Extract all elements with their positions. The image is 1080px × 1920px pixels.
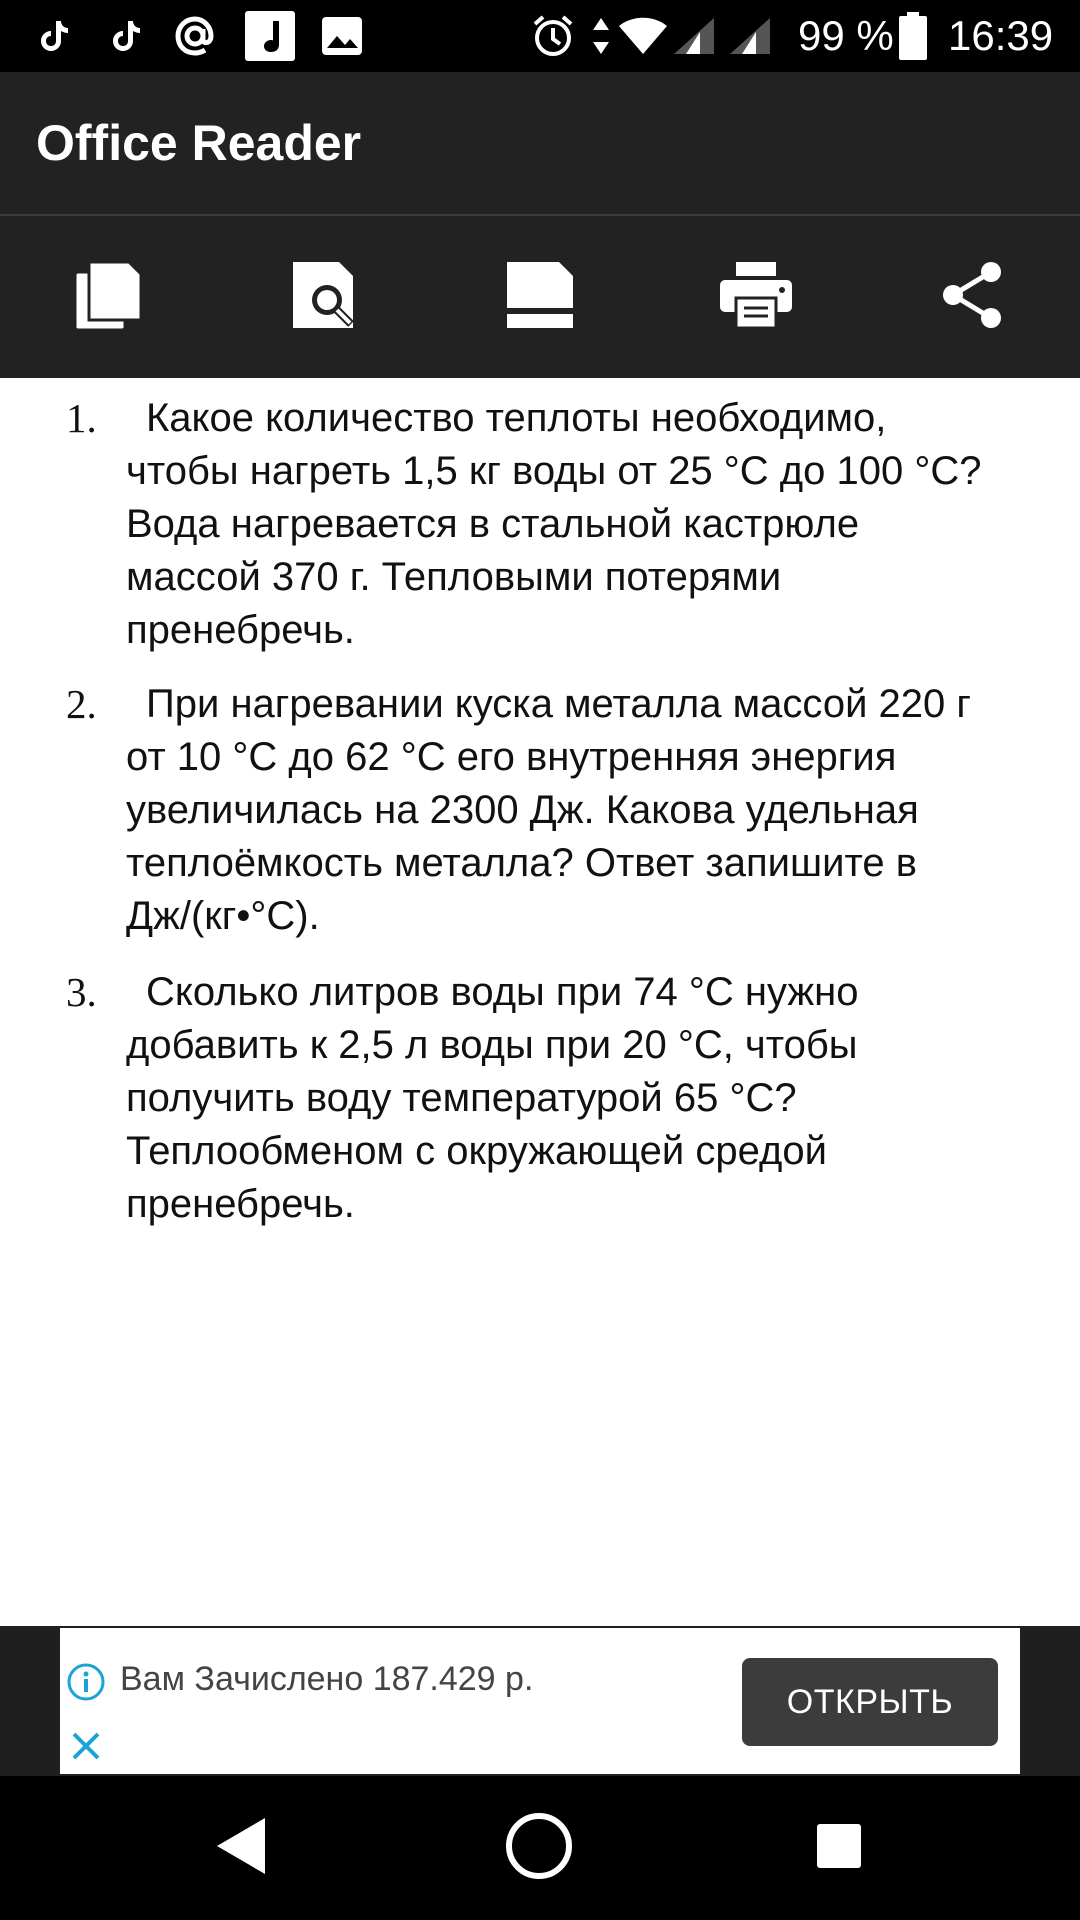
print-button[interactable] (706, 252, 806, 342)
question-text (126, 966, 1056, 1231)
back-button[interactable] (196, 1808, 286, 1888)
home-icon (504, 1811, 574, 1886)
alarm-icon (530, 12, 576, 60)
recents-icon (815, 1822, 863, 1875)
tiktok-icon (106, 12, 146, 60)
at-sign-icon (170, 12, 220, 60)
text-line: Сколько литров воды при 74 °С нужно (146, 970, 859, 1014)
text-line: Какое количество теплоты необходимо, (146, 396, 887, 440)
find-button[interactable] (276, 252, 376, 342)
share-button[interactable] (922, 252, 1022, 342)
text-line: пренебречь. (126, 1182, 355, 1226)
text-line: получить воду температурой 65 °С? (126, 1076, 797, 1120)
ad-text: Вам Зачислено 187.429 р. (120, 1660, 534, 1698)
ad-container (0, 1626, 1080, 1776)
wifi-icon (618, 12, 668, 60)
battery-percent: 99 % (798, 12, 894, 59)
question-text (126, 678, 1056, 943)
question-text (126, 392, 1056, 657)
app-title: Office Reader (36, 115, 362, 171)
text-line: массой 370 г. Тепловыми потерями (126, 555, 782, 599)
text-line: Вода нагревается в стальной кастрюле (126, 502, 860, 546)
tiktok-icon (34, 12, 74, 60)
home-button[interactable] (494, 1808, 584, 1888)
document-view[interactable] (0, 378, 1080, 1626)
app-bar (0, 72, 1080, 214)
text-line: пренебречь. (126, 608, 355, 652)
music-icon (244, 12, 296, 60)
signal-icon (672, 12, 716, 60)
print-icon (718, 260, 794, 335)
text-line: Дж/(кг•°С). (126, 894, 320, 938)
copy-icon (71, 258, 145, 337)
data-arrows-icon (590, 12, 612, 60)
info-icon[interactable] (66, 1662, 106, 1702)
image-icon (320, 12, 364, 60)
text-line: Теплообменом с окружающей средой (126, 1129, 827, 1173)
recents-button[interactable] (794, 1808, 884, 1888)
pages-button[interactable] (490, 252, 590, 342)
question-number: 3. (66, 969, 97, 1015)
text-line: от 10 °С до 62 °С его внутренняя энергия (126, 735, 897, 779)
document-search-icon (289, 258, 363, 337)
text-line: добавить к 2,5 л воды при 20 °С, чтобы (126, 1023, 858, 1067)
navigation-bar (0, 1776, 1080, 1920)
battery-icon (898, 12, 928, 60)
question-number: 2. (66, 681, 97, 727)
signal-icon (728, 12, 772, 60)
close-icon[interactable] (68, 1728, 104, 1764)
share-icon (937, 260, 1007, 335)
open-ad-button[interactable]: ОТКРЫТЬ (742, 1658, 998, 1746)
text-line: При нагревании куска металла массой 220 г (146, 682, 971, 726)
pages-icon (503, 258, 577, 337)
ad-banner[interactable] (60, 1628, 1020, 1774)
toolbar (0, 216, 1080, 378)
back-icon (213, 1816, 269, 1881)
status-bar (0, 0, 1080, 72)
question-number: 1. (66, 395, 97, 441)
text-line: увеличилась на 2300 Дж. Какова удельная (126, 788, 919, 832)
clock: 16:39 (948, 12, 1054, 59)
copy-button[interactable] (58, 252, 158, 342)
text-line: чтобы нагреть 1,5 кг воды от 25 °С до 100 °С? (126, 449, 982, 493)
text-line: теплоёмкость металла? Ответ запишите в (126, 841, 917, 885)
